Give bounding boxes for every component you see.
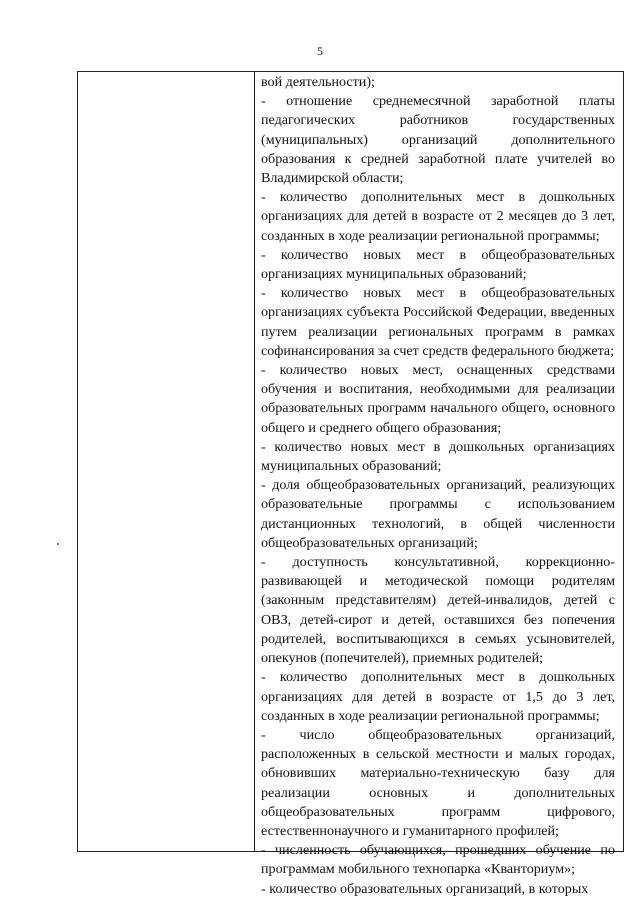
list-item: вой деятельности); xyxy=(261,74,375,90)
table-left-cell xyxy=(78,72,255,851)
list-item: - количество новых мест в общеобразовательных организациях субъекта Российской Федерации, введенных путем реализации региональных программ в рамках софинансирования за счет средств федерального бюджета; xyxy=(261,285,615,359)
scan-speck xyxy=(57,543,59,545)
list-item: - доля общеобразовательных организаций, реализующих образовательные программы с использованием дистанционных технологий, в общей численности общеобразовательных организаций; xyxy=(261,477,615,551)
list-item: - количество новых мест в общеобразовательных организациях муниципальных образований; xyxy=(261,246,615,283)
list-item: - количество образовательных организаций, в которых xyxy=(261,880,589,897)
list-item: - количество дополнительных мест в дошкольных организациях для детей в возрасте от 2 месяцев до 3 лет, созданных в ходе реализации региональной программы; xyxy=(261,189,615,244)
list-item: - количество новых мест, оснащенных средствами обучения и воспитания, необходимыми для реализации образовательных программ начального общего, основного общего и среднего общего образования; xyxy=(261,362,615,436)
list-item: - количество дополнительных мест в дошкольных организациях для детей в возрасте от 1,5 до 3 лет, созданных в ходе реализации региональной программы; xyxy=(261,669,615,724)
list-item: - отношение среднемесячной заработной платы педагогических работников государственных (муниципальных) организаций дополнительного образования к средней заработной плате учителей во Владимирской области; xyxy=(261,93,615,187)
list-item: - численность обучающихся, прошедших обучение по программам мобильного технопарка «Кванториум»; xyxy=(261,842,615,878)
list-item: - количество новых мест в дошкольных организациях муниципальных образований; xyxy=(261,438,615,475)
list-item: - число общеобразовательных организаций, расположенных в сельской местности и малых городах, обновивших материально-техническую базу для реализации основных и дополнительных общеобразовательных программ цифрового, естественнонаучного и гуманитарного профилей; xyxy=(261,726,615,839)
table-right-cell xyxy=(255,72,623,897)
document-table xyxy=(77,71,624,897)
page-number: 5 xyxy=(317,44,323,58)
list-item: - доступность консультативной, коррекционно-развивающей и методической помощи родителям (законным представителям) детей-инвалидов, детей с ОВЗ, детей-сирот и детей, оставшихся без попечения родителей, воспитывающихся в семьях усыновителей, опекунов (попечителей), приемных родителей; xyxy=(261,554,615,667)
